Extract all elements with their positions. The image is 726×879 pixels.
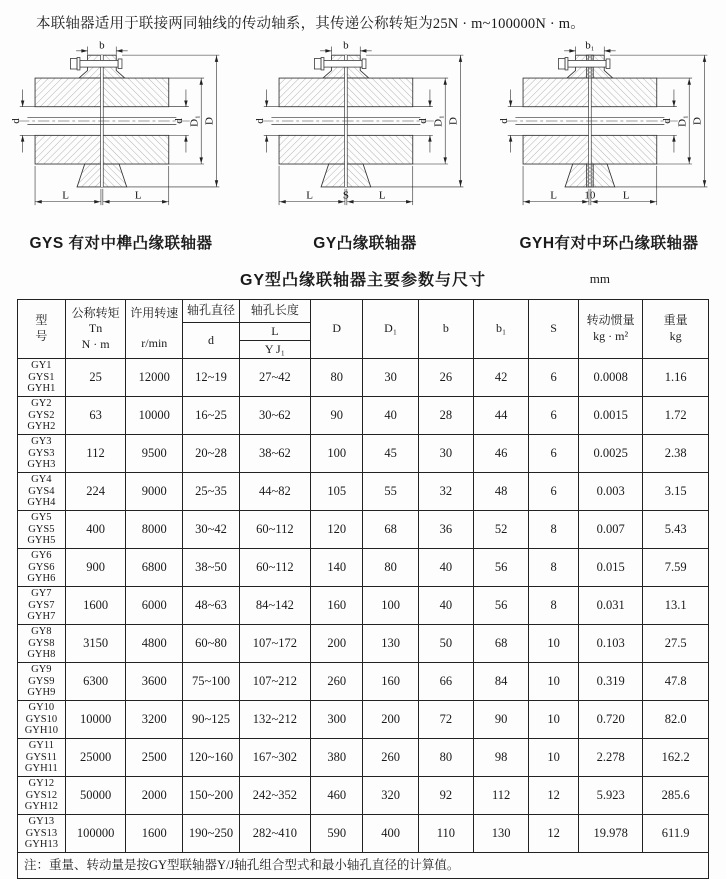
value-cell: 80 — [418, 739, 473, 777]
value-cell: 12 — [529, 815, 579, 853]
value-cell: 60~112 — [239, 511, 310, 549]
value-cell: 140 — [310, 549, 363, 587]
intro-text: 本联轴器适用于联接两同轴线的传动轴系，其传递公称转矩为25N · m~100000N · m。 — [36, 16, 585, 32]
value-cell: 112 — [474, 777, 529, 815]
value-cell: 72 — [418, 701, 473, 739]
value-cell: 56 — [474, 549, 529, 587]
table-row — [18, 777, 709, 815]
table-row — [18, 397, 709, 435]
figure-caption-gys: GYS 有对中榫凸缘联轴器 — [29, 235, 213, 252]
value-cell: 100 — [363, 587, 418, 625]
value-cell: 0.103 — [579, 625, 643, 663]
svg-text:b₁: b₁ — [585, 39, 595, 52]
value-cell: 44~82 — [239, 473, 310, 511]
value-cell: 120 — [310, 511, 363, 549]
svg-text:L: L — [134, 189, 142, 202]
value-cell: 36 — [418, 511, 473, 549]
model-cell: GY12 GYS12 GYH12 — [18, 777, 66, 815]
value-cell: 84 — [474, 663, 529, 701]
header-text: r/min — [141, 336, 168, 350]
value-cell: 150~200 — [183, 777, 240, 815]
value-cell: 2500 — [126, 739, 183, 777]
value-cell: 48~63 — [183, 587, 240, 625]
value-cell: 98 — [474, 739, 529, 777]
value-cell: 0.0008 — [579, 359, 643, 397]
value-cell: 6 — [529, 397, 579, 435]
value-cell: 105 — [310, 473, 363, 511]
value-cell: 8 — [529, 511, 579, 549]
value-cell: 40 — [418, 587, 473, 625]
coupling-drawing — [10, 37, 232, 228]
value-cell: 0.0025 — [579, 435, 643, 473]
value-cell: 3.15 — [643, 473, 709, 511]
svg-text:d: d — [10, 118, 22, 124]
table-body — [18, 359, 709, 853]
value-cell: 52 — [474, 511, 529, 549]
value-cell: 12000 — [126, 359, 183, 397]
spec-table — [17, 299, 709, 879]
value-cell: 84~142 — [239, 587, 310, 625]
value-cell: 5.923 — [579, 777, 643, 815]
value-cell: 1.72 — [643, 397, 709, 435]
col-header-d: d — [183, 323, 240, 359]
table-title: GY型凸缘联轴器主要参数与尺寸 — [239, 272, 487, 289]
value-cell: 224 — [65, 473, 126, 511]
table-note: 注：重量、转动量是按GY型联轴器Y/J轴孔组合型式和最小轴孔直径的计算值。 — [18, 853, 709, 879]
value-cell: 3150 — [65, 625, 126, 663]
value-cell: 460 — [310, 777, 363, 815]
value-cell: 611.9 — [643, 815, 709, 853]
value-cell: 38~50 — [183, 549, 240, 587]
col-header-bore-length: 轴孔长度 — [239, 300, 310, 323]
value-cell: 44 — [474, 397, 529, 435]
col-header-L: L — [239, 323, 310, 341]
value-cell: 46 — [474, 435, 529, 473]
col-header-YJ1: Y J₁ — [239, 341, 310, 359]
table-row — [18, 587, 709, 625]
value-cell: 6800 — [126, 549, 183, 587]
value-cell: 10 — [529, 663, 579, 701]
value-cell: 132~212 — [239, 701, 310, 739]
svg-text:L: L — [622, 189, 630, 202]
header-text: 重量 — [663, 313, 688, 328]
svg-text:10: 10 — [584, 189, 596, 202]
header-text: kg · m² — [593, 329, 629, 343]
value-cell: 30~62 — [239, 397, 310, 435]
value-cell: 120~160 — [183, 739, 240, 777]
value-cell: 167~302 — [239, 739, 310, 777]
value-cell: 30 — [363, 359, 418, 397]
value-cell: 60~80 — [183, 625, 240, 663]
value-cell: 10 — [529, 739, 579, 777]
value-cell: 190~250 — [183, 815, 240, 853]
value-cell: 1.16 — [643, 359, 709, 397]
value-cell: 400 — [65, 511, 126, 549]
model-cell: GY4 GYS4 GYH4 — [18, 473, 66, 511]
figure-gy — [254, 37, 476, 253]
value-cell: 900 — [65, 549, 126, 587]
svg-text:L: L — [550, 189, 557, 202]
value-cell: 90 — [474, 701, 529, 739]
value-cell: 162.2 — [643, 739, 709, 777]
value-cell: 200 — [310, 625, 363, 663]
value-cell: 590 — [310, 815, 363, 853]
value-cell: 0.319 — [579, 663, 643, 701]
svg-text:D₁: D₁ — [432, 115, 445, 127]
value-cell: 8000 — [126, 511, 183, 549]
value-cell: 55 — [363, 473, 418, 511]
value-cell: 6000 — [126, 587, 183, 625]
value-cell: 107~212 — [239, 663, 310, 701]
value-cell: 2.38 — [643, 435, 709, 473]
value-cell: 0.0015 — [579, 397, 643, 435]
header-text: 许用转速 — [130, 306, 179, 321]
col-header-weight — [643, 300, 709, 359]
value-cell: 8 — [529, 549, 579, 587]
value-cell: 26 — [418, 359, 473, 397]
value-cell: 30~42 — [183, 511, 240, 549]
value-cell: 12 — [529, 777, 579, 815]
value-cell: 6 — [529, 473, 579, 511]
table-row — [18, 359, 709, 397]
header-text: kg — [669, 329, 682, 343]
col-header-torque — [65, 300, 126, 359]
svg-text:d: d — [173, 118, 186, 124]
model-cell: GY13 GYS13 GYH13 — [18, 815, 66, 853]
model-cell: GY6 GYS6 GYH6 — [18, 549, 66, 587]
value-cell: 56 — [474, 587, 529, 625]
value-cell: 45 — [363, 435, 418, 473]
coupling-drawing — [254, 37, 476, 228]
header-text: 公称转矩 — [71, 305, 120, 320]
value-cell: 200 — [363, 701, 418, 739]
model-cell: GY3 GYS3 GYH3 — [18, 435, 66, 473]
value-cell: 80 — [310, 359, 363, 397]
value-cell: 5.43 — [643, 511, 709, 549]
value-cell: 25 — [65, 359, 126, 397]
table-row — [18, 435, 709, 473]
header-text: Tn — [88, 321, 103, 336]
value-cell: 25000 — [65, 739, 126, 777]
model-cell: GY11 GYS11 GYH11 — [18, 739, 66, 777]
coupling-drawing-gy — [254, 37, 476, 228]
value-cell: 92 — [418, 777, 473, 815]
header-text: N · m — [81, 336, 110, 351]
value-cell: 1600 — [126, 815, 183, 853]
value-cell: 260 — [310, 663, 363, 701]
svg-text:D: D — [691, 117, 704, 126]
value-cell: 32 — [418, 473, 473, 511]
model-cell: GY5 GYS5 GYH5 — [18, 511, 66, 549]
value-cell: 6300 — [65, 663, 126, 701]
value-cell: 0.031 — [579, 587, 643, 625]
value-cell: 282~410 — [239, 815, 310, 853]
table-header — [18, 300, 709, 359]
value-cell: 50000 — [65, 777, 126, 815]
value-cell: 3600 — [126, 663, 183, 701]
value-cell: 60~112 — [239, 549, 310, 587]
value-cell: 10 — [529, 701, 579, 739]
model-cell: GY9 GYS9 GYH9 — [18, 663, 66, 701]
header-text: 转动惯量 — [586, 313, 635, 328]
figure-gys — [10, 37, 232, 253]
coupling-drawing-gyh — [498, 37, 720, 228]
svg-text:d: d — [661, 118, 674, 124]
model-cell: GY2 GYS2 GYH2 — [18, 397, 66, 435]
value-cell: 9500 — [126, 435, 183, 473]
table-row — [18, 815, 709, 853]
value-cell: 100 — [310, 435, 363, 473]
value-cell: 130 — [474, 815, 529, 853]
value-cell: 260 — [363, 739, 418, 777]
col-header-speed — [126, 300, 183, 359]
note-row — [18, 853, 709, 879]
value-cell: 4800 — [126, 625, 183, 663]
value-cell: 40 — [418, 549, 473, 587]
value-cell: 10 — [529, 625, 579, 663]
value-cell: 75~100 — [183, 663, 240, 701]
value-cell: 8 — [529, 587, 579, 625]
value-cell: 1600 — [65, 587, 126, 625]
model-cell: GY1 GYS1 GYH1 — [18, 359, 66, 397]
svg-text:d: d — [417, 118, 430, 124]
value-cell: 63 — [65, 397, 126, 435]
table-unit-label: mm — [589, 271, 610, 286]
value-cell: 9000 — [126, 473, 183, 511]
value-cell: 30 — [418, 435, 473, 473]
value-cell: 90~125 — [183, 701, 240, 739]
value-cell: 20~28 — [183, 435, 240, 473]
value-cell: 47.8 — [643, 663, 709, 701]
value-cell: 2.278 — [579, 739, 643, 777]
value-cell: 0.720 — [579, 701, 643, 739]
value-cell: 10000 — [126, 397, 183, 435]
table-row — [18, 549, 709, 587]
table-row — [18, 473, 709, 511]
col-header-model — [18, 300, 66, 359]
col-header-inertia — [579, 300, 643, 359]
value-cell: 160 — [310, 587, 363, 625]
value-cell: 6 — [529, 359, 579, 397]
col-header-b1: b₁ — [474, 300, 529, 359]
table-row — [18, 663, 709, 701]
table-row — [18, 739, 709, 777]
value-cell: 130 — [363, 625, 418, 663]
model-cell: GY10 GYS10 GYH10 — [18, 701, 66, 739]
value-cell: 107~172 — [239, 625, 310, 663]
value-cell: 90 — [310, 397, 363, 435]
figure-caption-gyh: GYH有对中环凸缘联轴器 — [519, 235, 699, 252]
header-text: 型 — [35, 313, 48, 328]
svg-text:D₁: D₁ — [676, 115, 689, 127]
value-cell: 38~62 — [239, 435, 310, 473]
value-cell: 82.0 — [643, 701, 709, 739]
col-header-bore-diameter: 轴孔直径 — [183, 300, 240, 323]
value-cell: 68 — [474, 625, 529, 663]
table-row — [18, 701, 709, 739]
value-cell: 28 — [418, 397, 473, 435]
col-header-S: S — [529, 300, 579, 359]
value-cell: 300 — [310, 701, 363, 739]
col-header-D: D — [310, 300, 363, 359]
value-cell: 400 — [363, 815, 418, 853]
value-cell: 2000 — [126, 777, 183, 815]
value-cell: 100000 — [65, 815, 126, 853]
value-cell: 0.003 — [579, 473, 643, 511]
svg-text:L: L — [62, 189, 69, 202]
value-cell: 0.007 — [579, 511, 643, 549]
value-cell: 3200 — [126, 701, 183, 739]
figures-row — [0, 33, 726, 253]
value-cell: 80 — [363, 549, 418, 587]
value-cell: 68 — [363, 511, 418, 549]
svg-text:d: d — [498, 118, 510, 124]
value-cell: 16~25 — [183, 397, 240, 435]
svg-text:D₁: D₁ — [188, 115, 201, 127]
value-cell: 160 — [363, 663, 418, 701]
table-title-row — [0, 267, 726, 291]
model-cell: GY7 GYS7 GYH7 — [18, 587, 66, 625]
svg-text:d: d — [254, 118, 266, 124]
value-cell: 13.1 — [643, 587, 709, 625]
svg-text:S: S — [342, 189, 349, 202]
value-cell: 320 — [363, 777, 418, 815]
header-text: 号 — [35, 329, 48, 343]
col-header-D1: D₁ — [363, 300, 418, 359]
figure-gyh — [498, 37, 720, 253]
table-row — [18, 625, 709, 663]
figure-caption-gy: GY凸缘联轴器 — [313, 235, 417, 252]
col-header-b: b — [418, 300, 473, 359]
value-cell: 48 — [474, 473, 529, 511]
coupling-drawing — [498, 37, 720, 228]
value-cell: 112 — [65, 435, 126, 473]
svg-text:L: L — [306, 189, 313, 202]
value-cell: 50 — [418, 625, 473, 663]
value-cell: 110 — [418, 815, 473, 853]
value-cell: 66 — [418, 663, 473, 701]
value-cell: 0.015 — [579, 549, 643, 587]
svg-text:b: b — [343, 39, 349, 52]
coupling-drawing-gys — [10, 37, 232, 228]
value-cell: 19.978 — [579, 815, 643, 853]
value-cell: 27.5 — [643, 625, 709, 663]
value-cell: 6 — [529, 435, 579, 473]
value-cell: 10000 — [65, 701, 126, 739]
svg-text:b: b — [99, 39, 105, 52]
value-cell: 380 — [310, 739, 363, 777]
value-cell: 27~42 — [239, 359, 310, 397]
model-cell: GY8 GYS8 GYH8 — [18, 625, 66, 663]
svg-text:D: D — [447, 117, 460, 126]
value-cell: 42 — [474, 359, 529, 397]
table-row — [18, 511, 709, 549]
value-cell: 242~352 — [239, 777, 310, 815]
value-cell: 40 — [363, 397, 418, 435]
value-cell: 285.6 — [643, 777, 709, 815]
svg-text:L: L — [378, 189, 386, 202]
value-cell: 7.59 — [643, 549, 709, 587]
value-cell: 25~35 — [183, 473, 240, 511]
svg-text:D: D — [203, 117, 216, 126]
value-cell: 12~19 — [183, 359, 240, 397]
